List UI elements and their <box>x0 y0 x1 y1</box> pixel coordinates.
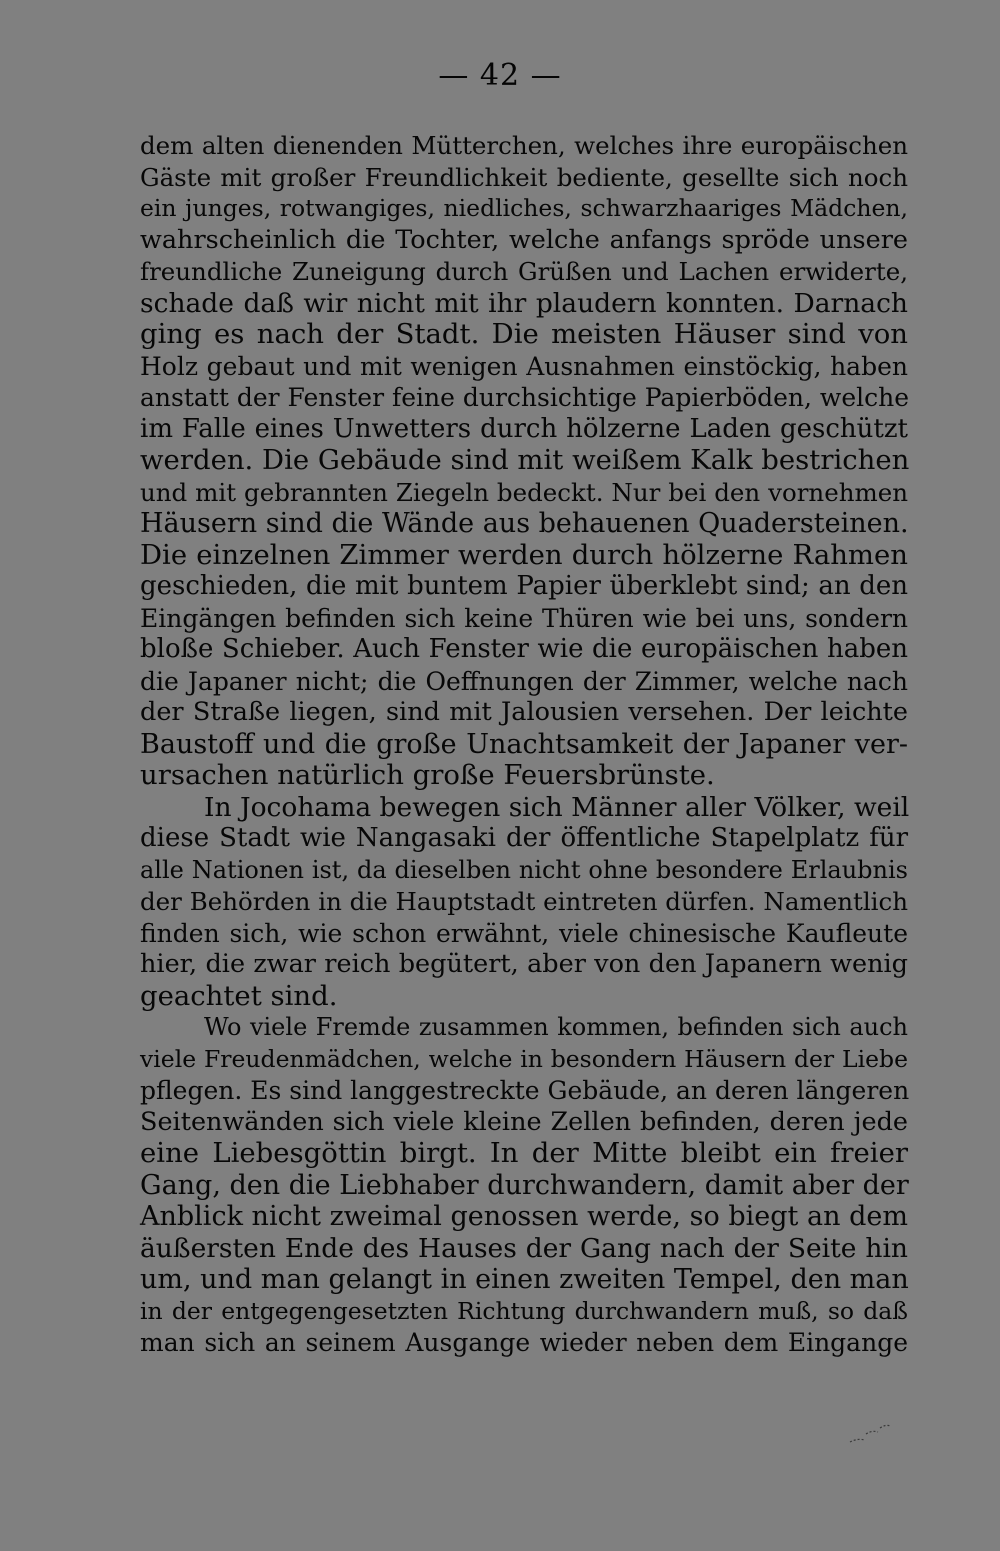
text-line: ursachen natürlich große Feuersbrünste. <box>140 759 715 791</box>
text-line: freundliche Zuneigung durch Grüßen und Lachen erwiderte, <box>140 257 908 286</box>
text-line: diese Stadt wie Nangasaki der öffentliche Stapelplatz für <box>140 823 908 853</box>
text-line: Gäste mit großer Freundlichkeit bediente, gesellte sich noch <box>140 162 908 192</box>
text-line: ging es nach der Stadt. Die meisten Häuser sind von <box>140 318 908 350</box>
text-line: Holz gebaut und mit wenigen Ausnahmen einstöckig, haben <box>140 351 908 381</box>
text-line: geachtet sind. <box>140 979 338 1012</box>
text-line: werden. Die Gebäude sind mit weißem Kalk bestrichen <box>140 444 910 476</box>
text-line: man sich an seinem Ausgange wieder neben dem Eingange <box>140 1328 908 1357</box>
text-line: alle Nationen ist, da dieselben nicht ohne besondere Erlaubnis <box>140 855 908 884</box>
text-line: In Jocohama bewegen sich Männer aller Völker, weil <box>204 791 910 823</box>
text-line: schade daß wir nicht mit ihr plaudern konnten. Darnach <box>140 287 908 319</box>
text-line: äußersten Ende des Hauses der Gang nach der Seite hin <box>140 1232 908 1264</box>
text-line: Baustoff und die große Unachtsamkeit der Japaner ver- <box>140 728 908 760</box>
text-line: geschieden, die mit buntem Papier überklebt sind; an den <box>140 571 908 601</box>
text-line: Die einzelnen Zimmer werden durch hölzerne Rahmen <box>140 538 908 571</box>
text-line: in der entgegengesetzten Richtung durchwandern muß, so daß <box>140 1296 908 1325</box>
text-line: wahrscheinlich die Tochter, welche anfangs spröde unsere <box>140 224 908 255</box>
text-line: pflegen. Es sind langgestreckte Gebäude, an deren längeren <box>140 1076 910 1105</box>
text-line: Seitenwänden sich viele kleine Zellen befinden, deren jede <box>140 1106 908 1137</box>
text-line: eine Liebesgöttin birgt. In der Mitte bleibt ein freier <box>140 1137 908 1169</box>
text-line: anstatt der Fenster feine durchsichtige Papierböden, welche <box>140 383 910 412</box>
text-line: und mit gebrannten Ziegeln bedeckt. Nur bei den vornehmen <box>140 477 908 507</box>
text-line: ein junges, rotwangiges, niedliches, schwarzhaariges Mädchen, <box>140 194 908 222</box>
text-line: viele Freudenmädchen, welche in besondern Häusern der Liebe <box>140 1044 908 1073</box>
text-line: der Behörden in die Hauptstadt eintreten dürfen. Namentlich <box>140 887 908 916</box>
text-line: um, und man gelangt in einen zweiten Tempel, den man <box>140 1264 909 1295</box>
text-line: Wo viele Fremde zusammen kommen, befinden sich auch <box>204 1013 908 1041</box>
text-line: im Falle eines Unwetters durch hölzerne Laden geschützt <box>140 413 908 444</box>
text-line: Eingängen befinden sich keine Thüren wie bei uns, sondern <box>140 603 908 633</box>
body-text <box>140 130 908 1359</box>
text-line: die Japaner nicht; die Oeffnungen der Zimmer, welche nach <box>140 666 908 696</box>
text-line: Häusern sind die Wände aus behauenen Quadersteinen. <box>140 508 909 539</box>
text-line: dem alten dienenden Mütterchen, welches ihre europäischen <box>140 131 908 160</box>
text-line: finden sich, wie schon erwähnt, viele chinesische Kaufleute <box>140 918 908 948</box>
text-line: bloße Schieber. Auch Fenster wie die europäischen haben <box>140 634 908 664</box>
text-line: Gang, den die Liebhaber durchwandern, damit aber der <box>140 1169 909 1201</box>
text-line: der Straße liegen, sind mit Jalousien versehen. Der leichte <box>140 697 908 727</box>
page-number: — 42 — <box>438 58 562 93</box>
text-line: Anblick nicht zweimal genossen werde, so biegt an dem <box>140 1201 908 1232</box>
text-line: hier, die zwar reich begütert, aber von den Japanern wenig <box>140 949 908 979</box>
ink-speck-mark <box>848 1418 892 1448</box>
